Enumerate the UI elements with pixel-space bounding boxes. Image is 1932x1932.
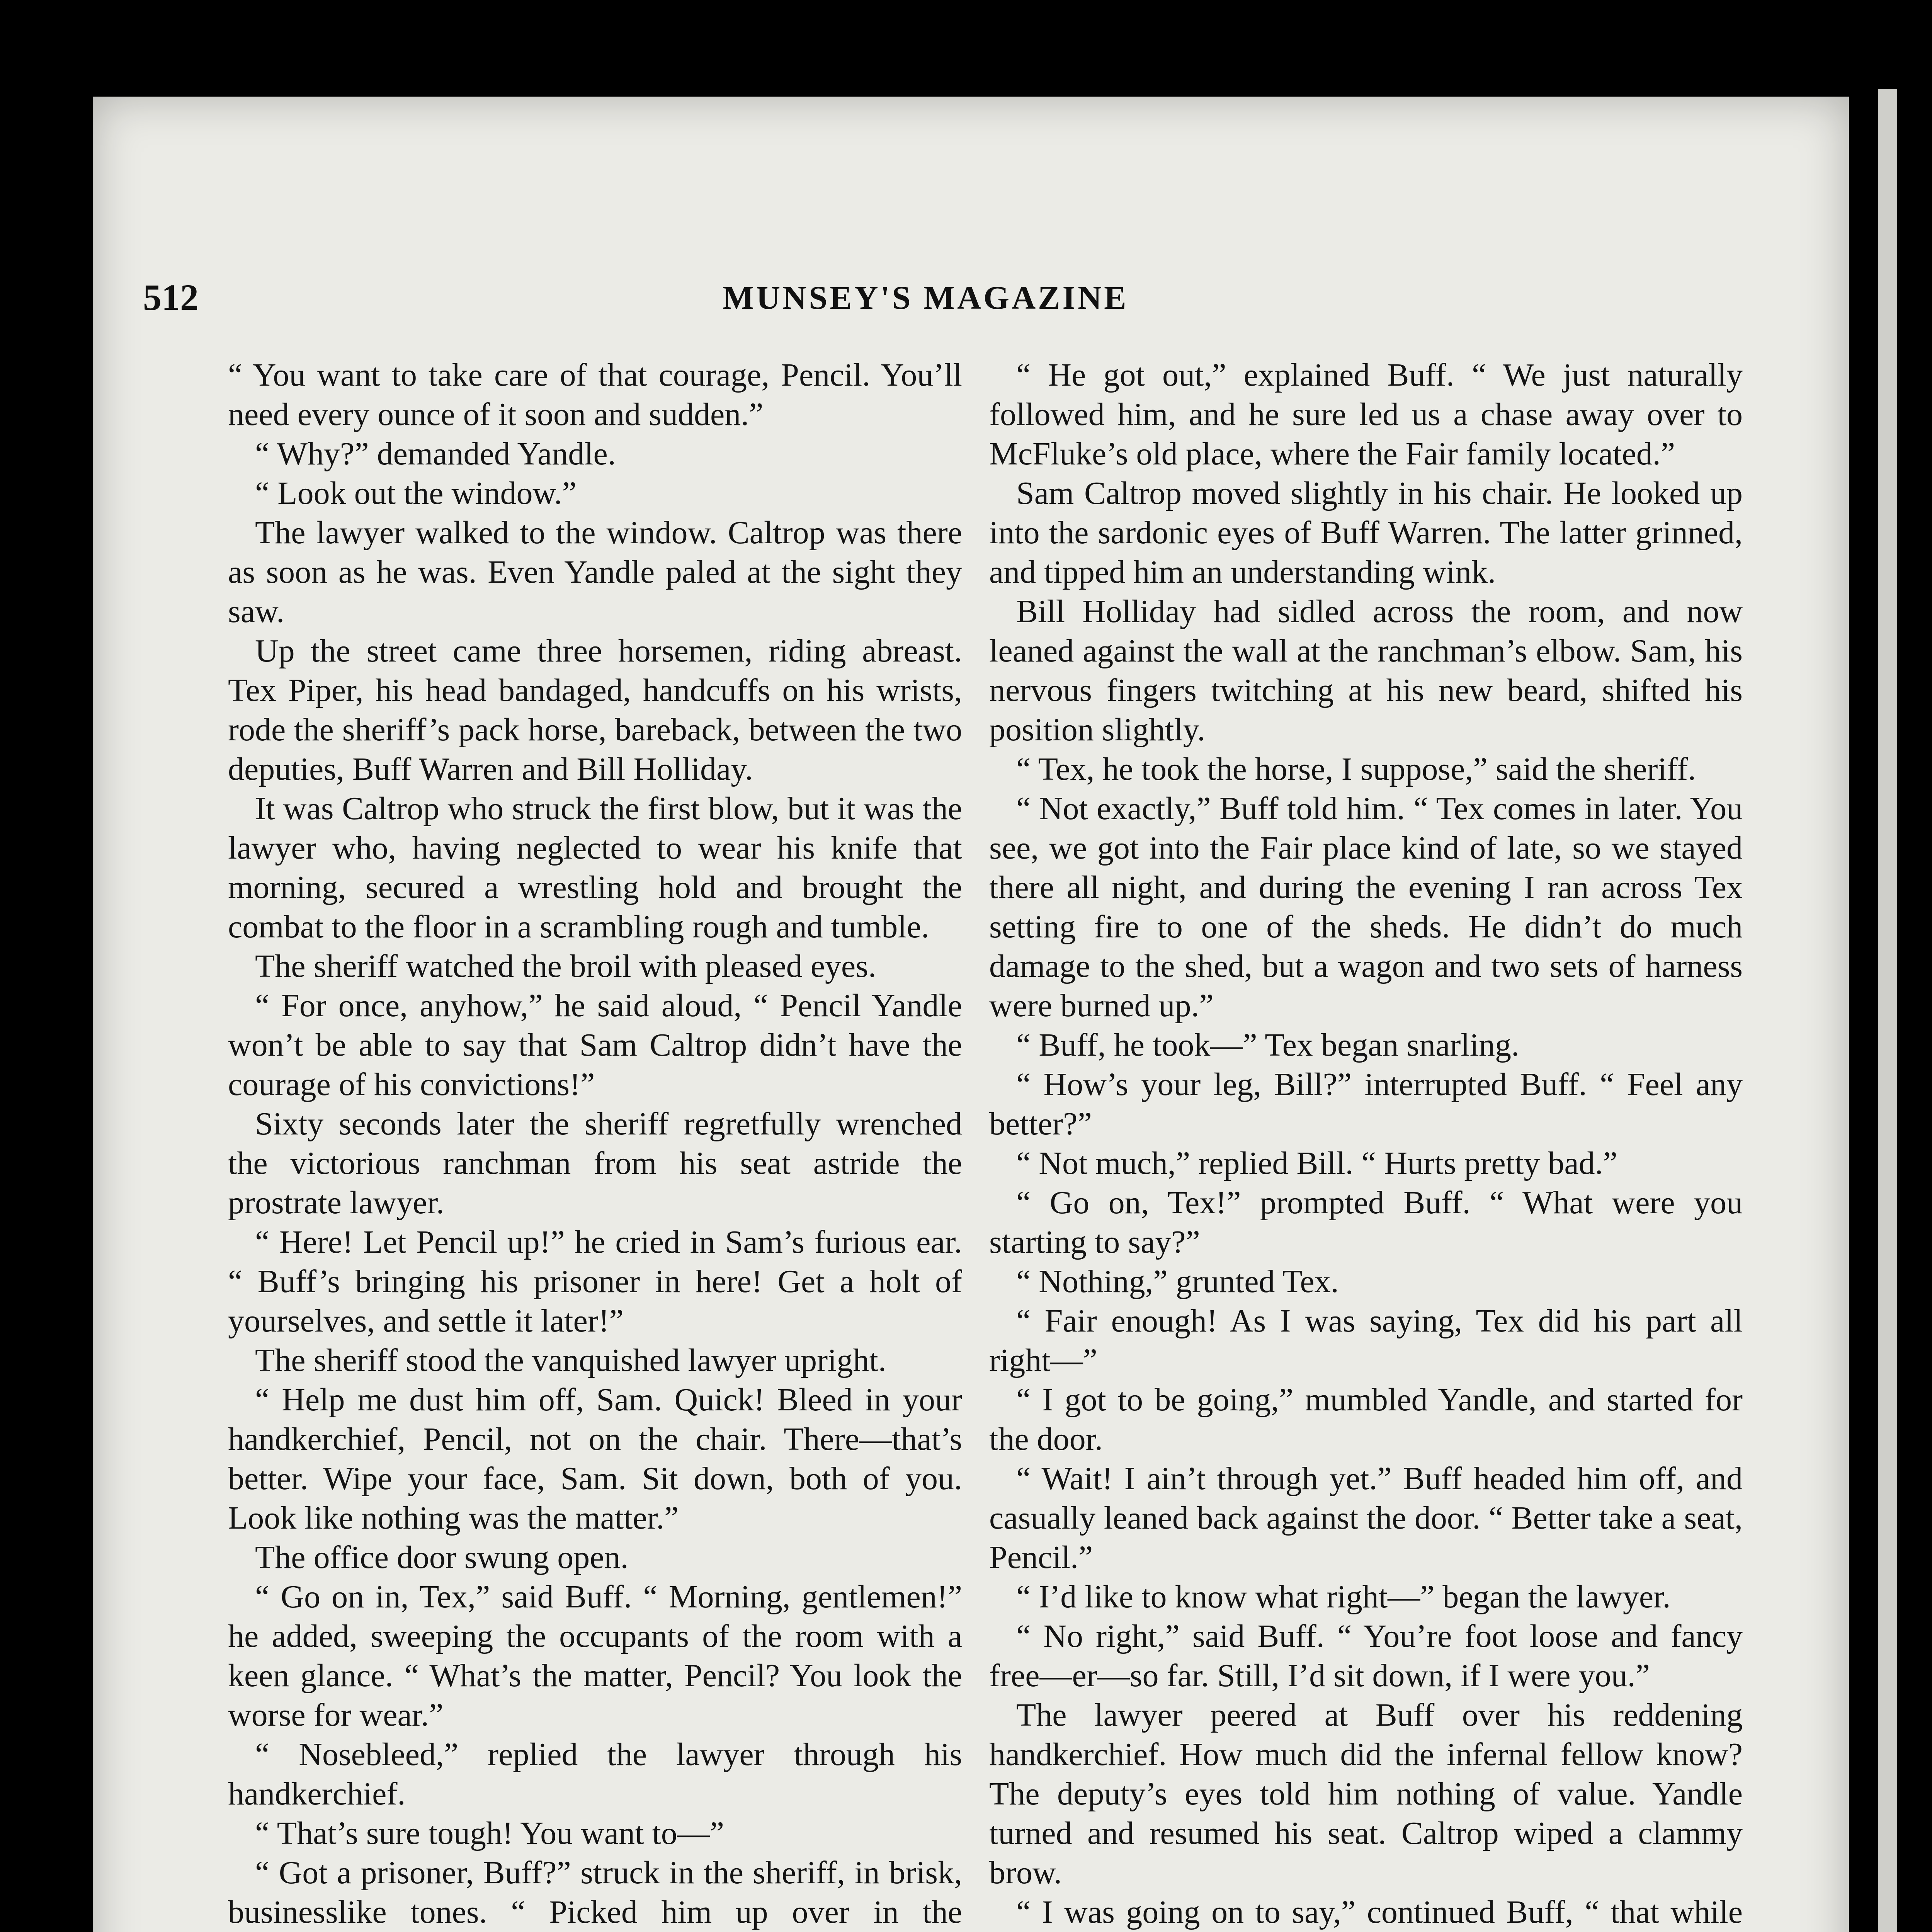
paragraph: The lawyer walked to the window. Caltrop was there as soon as he was. Even Yandle paled at the sight they saw. bbox=[228, 515, 962, 629]
page-number: 512 bbox=[143, 277, 199, 318]
paragraph: “ Go on, Tex!” prompted Buff. “ What were you starting to say?” bbox=[989, 1185, 1743, 1260]
paragraph: Sixty seconds later the sheriff regretfully wrenched the victorious ranchman from his seat astride the prostrate lawyer. bbox=[228, 1106, 962, 1221]
left-column bbox=[228, 355, 962, 1932]
paragraph: “ Not much,” replied Bill. “ Hurts pretty bad.” bbox=[1016, 1145, 1617, 1181]
paragraph: “ Not exactly,” Buff told him. “ Tex comes in later. You see, we got into the Fair place kind of late, so we stayed there all night, and during the evening I ran across Tex setting fire to one of the sheds. He didn’t do much damage to the shed, but a wagon and two sets of harness were burned up.” bbox=[989, 791, 1743, 1024]
right-column bbox=[989, 355, 1743, 1932]
paragraph: “ He got out,” explained Buff. “ We just naturally followed him, and he sure led us a chase away over to McFluke’s old place, where the Fair family located.” bbox=[989, 357, 1743, 472]
paragraph: “ I’d like to know what right—” began the lawyer. bbox=[1016, 1579, 1671, 1615]
paragraph: “ Nothing,” grunted Tex. bbox=[1016, 1264, 1339, 1299]
paragraph: “ Go on in, Tex,” said Buff. “ Morning, gentlemen!” he added, sweeping the occupants of the room with a keen glance. “ What’s the matter, Pencil? You look the worse for wear.” bbox=[228, 1579, 962, 1733]
paragraph: “ Look out the window.” bbox=[255, 475, 577, 511]
paragraph: “ That’s sure tough! You want to—” bbox=[255, 1815, 724, 1851]
paragraph: “ Fair enough! As I was saying, Tex did his part all right—” bbox=[989, 1303, 1743, 1378]
paragraph: The office door swung open. bbox=[255, 1539, 629, 1575]
paragraph: “ I got to be going,” mumbled Yandle, and started for the door. bbox=[989, 1382, 1743, 1457]
paragraph: Up the street came three horsemen, riding abreast. Tex Piper, his head bandaged, handcuffs on his wrists, rode the sheriff’s pack horse, bareback, between the two deputies, Buff Warren and Bill Holliday. bbox=[228, 633, 962, 787]
paragraph: “ Wait! I ain’t through yet.” Buff headed him off, and casually leaned back against the door. “ Better take a seat, Pencil.” bbox=[989, 1461, 1743, 1575]
paragraph: “ Here! Let Pencil up!” he cried in Sam’s furious ear. “ Buff’s bringing his prisoner in here! Get a holt of yourselves, and settle it later!” bbox=[228, 1224, 962, 1339]
paragraph: The sheriff watched the broil with pleased eyes. bbox=[255, 948, 876, 984]
facing-page-edge bbox=[1878, 89, 1897, 1932]
running-head bbox=[143, 270, 1727, 325]
paragraph: Sam Caltrop moved slightly in his chair. He looked up into the sardonic eyes of Buff Warren. The latter grinned, and tipped him an understanding wink. bbox=[989, 475, 1743, 590]
magazine-title: MUNSEY'S MAGAZINE bbox=[723, 279, 1129, 316]
paragraph: Bill Holliday had sidled across the room, and now leaned against the wall at the ranchman’s elbow. Sam, his nervous fingers twitching at his new beard, shifted his position slightly. bbox=[989, 594, 1743, 748]
paragraph: It was Caltrop who struck the first blow, but it was the lawyer who, having neglected to wear his knife that morning, secured a wrestling hold and brought the combat to the floor in a scrambling rough and tumble. bbox=[228, 791, 962, 945]
paragraph: “ Why?” demanded Yandle. bbox=[255, 436, 616, 472]
paragraph: “ Help me dust him off, Sam. Quick! Bleed in your handkerchief, Pencil, not on the chair. There—that’s better. Wipe your face, Sam. Sit down, both of you. Look like nothing was the matter.” bbox=[228, 1382, 962, 1536]
paragraph: “ Buff, he took—” Tex began snarling. bbox=[1016, 1027, 1520, 1063]
paragraph: “ Tex, he took the horse, I suppose,” said the sheriff. bbox=[1016, 751, 1696, 787]
paragraph: “ Got a prisoner, Buff?” struck in the sheriff, in brisk, businesslike tones. “ Picked him up over in the bbox=[228, 1855, 962, 1930]
paragraph: “ You want to take care of that courage, Pencil. You’ll need every ounce of it soon and sudden.” bbox=[228, 357, 962, 432]
paragraph: “ For once, anyhow,” he said aloud, “ Pencil Yandle won’t be able to say that Sam Caltrop didn’t have the courage of his convictions!” bbox=[228, 988, 962, 1102]
paragraph: The lawyer peered at Buff over his reddening handkerchief. How much did the infernal fellow know? The deputy’s eyes told him nothing of value. Yandle turned and resumed his seat. Caltrop wiped a clammy brow. bbox=[989, 1697, 1743, 1891]
paragraph: “ How’s your leg, Bill?” interrupted Buff. “ Feel any better?” bbox=[989, 1066, 1743, 1142]
paragraph: “ I was going on to say,” continued Buff, “ that while bbox=[1016, 1894, 1743, 1930]
paragraph: The sheriff stood the vanquished lawyer upright. bbox=[255, 1342, 886, 1378]
paragraph: “ Nosebleed,” replied the lawyer through his handkerchief. bbox=[228, 1736, 962, 1812]
paragraph: “ No right,” said Buff. “ You’re foot loose and fancy free—er—so far. Still, I’d sit down, if I were you.” bbox=[989, 1618, 1743, 1694]
